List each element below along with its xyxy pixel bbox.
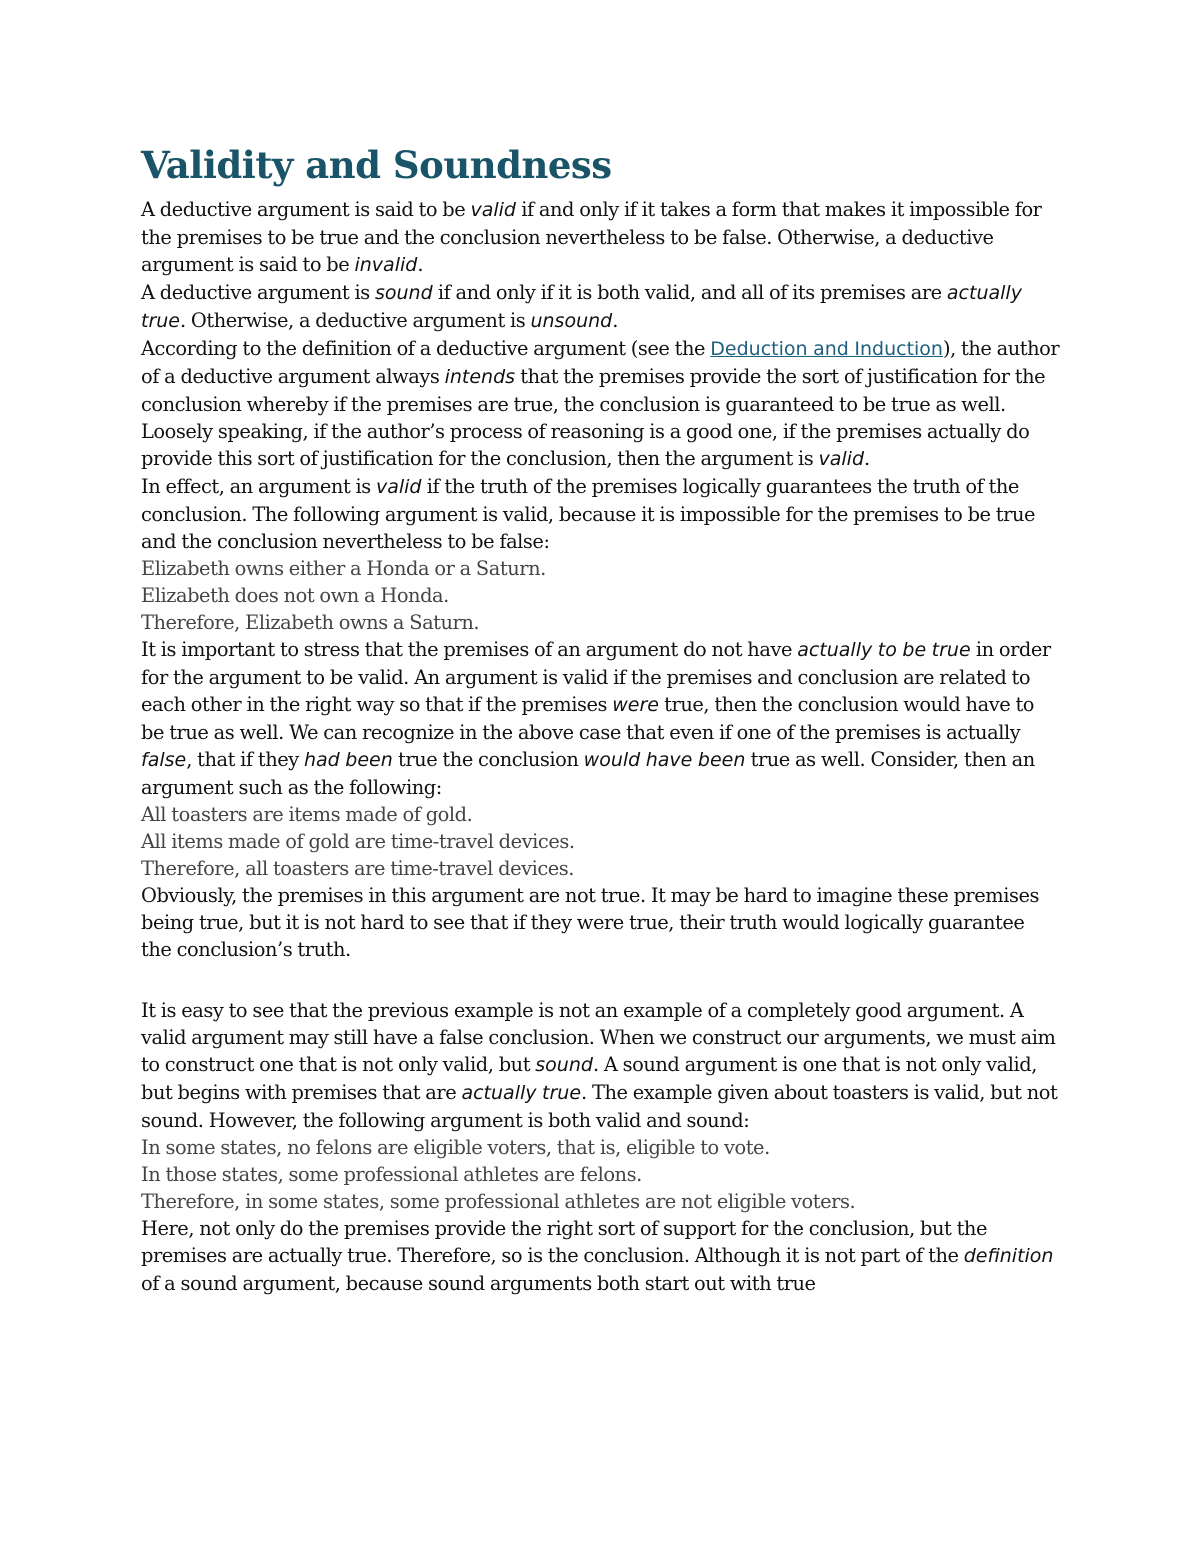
page-title: Validity and Soundness xyxy=(141,143,612,187)
paragraph-premises-not-true: It is important to stress that the premises of an argument do not have actually to be true in order for the argument to be valid. An argument is valid if the premises and conclusion are related to each other in the right way so that if the premises were true, then the conclusion would have to be true as well. We can recognize in the above case that even if one of the premises is actually false, that if they had been true the conclusion would have been true as well. Consider, then an argument such as the following: xyxy=(141,638,1051,799)
emphasis-would-have-been: would have been xyxy=(583,749,746,771)
paragraph-sound-argument: It is easy to see that the previous example is not an example of a completely good argument. A valid argument may still have a false conclusion. When we construct our arguments, we must aim to construct one that is not only valid, but sound. A sound argument is one that is not only valid, but begins with premises that are actually true. The example given about toasters is valid, but not sound. However, the following argument is both valid and sound: xyxy=(141,999,1058,1132)
emphasis-valid: valid xyxy=(470,199,516,221)
emphasis-valid-2: valid xyxy=(818,448,865,470)
deduction-and-induction-link[interactable]: Deduction and Induction xyxy=(710,338,943,360)
emphasis-false: false xyxy=(141,749,187,771)
paragraph-sound-definition: A deductive argument is sound if and only if it is both valid, and all of its premises are actually true. Otherwise, a deductive argument is unsound. xyxy=(141,281,1022,332)
emphasis-were: were xyxy=(612,694,659,716)
emphasis-actually-true: actually true xyxy=(141,282,1022,332)
example-line: Therefore, Elizabeth owns a Saturn. xyxy=(141,611,480,634)
emphasis-sound-2: sound xyxy=(535,1054,593,1076)
emphasis-definition: definition xyxy=(963,1245,1054,1267)
example-line: All toasters are items made of gold. xyxy=(141,803,473,826)
emphasis-valid-3: valid xyxy=(375,476,422,498)
emphasis-sound: sound xyxy=(374,282,433,304)
paragraph-premises-obviously-false: Obviously, the premises in this argument are not true. It may be hard to imagine these premises being true, but it is not hard to see that if they were true, their truth would logically guarantee the conclusion’s truth. xyxy=(141,884,1039,961)
example-line: In those states, some professional athletes are felons. xyxy=(141,1163,642,1186)
emphasis-intends: intends xyxy=(444,366,516,388)
emphasis-actually-to-be-true: actually to be true xyxy=(797,639,971,661)
paragraph-gap xyxy=(141,963,1060,997)
document-body xyxy=(141,196,1060,1297)
emphasis-actually-true-2: actually true xyxy=(461,1082,582,1104)
paragraph-sound-conclusion: Here, not only do the premises provide the right sort of support for the conclusion, but the premises are actually true. Therefore, so is the conclusion. Although it is not part of the definition of a sound argument, because sound arguments both start out with true xyxy=(141,1217,1054,1295)
paragraph-valid-definition: A deductive argument is said to be valid if and only if it takes a form that makes it impossible for the premises to be true and the conclusion nevertheless to be false. Otherwise, a deductive argument is said to be invalid. xyxy=(141,198,1042,276)
paragraph-valid-effect: In effect, an argument is valid if the truth of the premises logically guarantees the truth of the conclusion. The following argument is valid, because it is impossible for the premises to be true and the conclusion nevertheless to be false: xyxy=(141,475,1036,553)
example-line: All items made of gold are time-travel devices. xyxy=(141,830,575,853)
paragraph-deduction-intent: According to the definition of a deductive argument (see the Deduction and Induction), the author of a deductive argument always intends that the premises provide the sort of justification for the conclusion whereby if the premises are true, the conclusion is guaranteed to be true as well. Loosely speaking, if the author’s process of reasoning is a good one, if the premises actually do provide this sort of justification for the conclusion, then the argument is valid. xyxy=(141,337,1060,470)
emphasis-had-been: had been xyxy=(304,749,393,771)
emphasis-invalid: invalid xyxy=(354,254,418,276)
emphasis-unsound: unsound xyxy=(530,310,613,332)
example-line: Therefore, in some states, some professional athletes are not eligible voters. xyxy=(141,1190,856,1213)
example-line: Therefore, all toasters are time-travel devices. xyxy=(141,857,575,880)
example-line: Elizabeth does not own a Honda. xyxy=(141,584,449,607)
example-line: In some states, no felons are eligible voters, that is, eligible to vote. xyxy=(141,1136,770,1159)
example-line: Elizabeth owns either a Honda or a Saturn. xyxy=(141,557,546,580)
